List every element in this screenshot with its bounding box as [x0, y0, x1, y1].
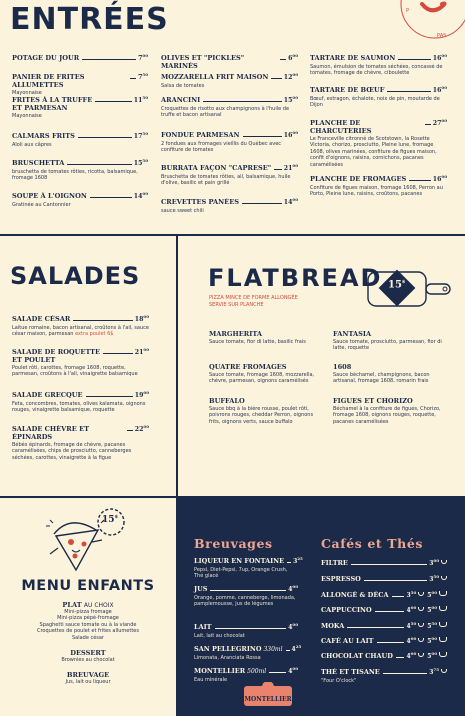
item-leader — [95, 101, 132, 102]
cup-icon — [441, 560, 447, 564]
item-price-cents: 00 — [143, 390, 149, 395]
item-price-cents: 00 — [143, 347, 149, 352]
item-price: $21^{00}$ — [134, 347, 149, 357]
item-price-cents: 00 — [142, 191, 148, 196]
item-price-cents: 00 — [441, 85, 447, 90]
flatbread-price-value: 15 — [388, 279, 402, 291]
kids-plat-item: Croquettes de poulet et frites allumettes — [37, 628, 139, 635]
item-name: SALADE GRECQUE — [12, 391, 83, 400]
item-leader — [203, 101, 282, 102]
cafe-item — [321, 604, 447, 615]
cafe-price-small: $4^{00}$ — [406, 651, 417, 660]
cafe-item — [321, 635, 447, 646]
item-price-cents: 00 — [410, 636, 417, 641]
drink-name-row — [194, 555, 303, 566]
item-name: PLANCHE DE FROMAGES — [310, 175, 407, 184]
item-name-row — [12, 52, 148, 63]
item-description: Laitue romaine, bacon artisanal, croûtons à l'ail, sauce césar maison, parmesan extra poulet 6$ — [12, 325, 149, 338]
item-leader — [103, 353, 133, 354]
cup-large-icon — [439, 652, 447, 657]
item-price-cents: 00 — [410, 605, 417, 610]
item-description: Saumon, émulsion de tomates séchées, concassé de tomates, fromage de chèvre, ciboulette — [310, 64, 443, 77]
item-price-cents: 00 — [431, 636, 437, 641]
item-leader — [387, 91, 430, 92]
item-name-row — [310, 173, 447, 184]
cafe-name: CAFÉ AU LAIT — [321, 637, 374, 645]
item-name-row — [310, 84, 447, 95]
item-description: Le Franceville citronné de Scotstown, la Rosette Victoria, chorizo, prosciutto, Pleine lune, fromage 1608, olives marinées, confiture de figues maison, confit d'oignons, raisins, cornichons, pacanes caramélisées — [310, 136, 437, 168]
item-price-cents: 50 — [433, 574, 439, 579]
item-leader — [243, 136, 282, 137]
item-leader — [274, 169, 282, 170]
kids-plat-heading — [0, 601, 176, 609]
cup-icon — [418, 623, 424, 627]
cup-icon — [418, 638, 424, 642]
item-description: Bruschetta de tomates rôties, ail, balsamique, huile d'olive, basilic et pain grillé — [161, 174, 291, 187]
flatbread-title: FLATBREAD — [208, 264, 383, 292]
flatbread-item-name: FIGUES ET CHORIZO — [333, 397, 413, 405]
item-name-row — [12, 157, 148, 168]
drink-volume: 330ml — [263, 646, 283, 653]
cafe-name: THÉ ET TISANE — [321, 668, 380, 676]
item-price: $7^{00}$ — [138, 53, 148, 63]
menu-item — [12, 130, 148, 148]
item-price-cents: 00 — [142, 53, 148, 58]
item-price: $16^{00}$ — [432, 174, 447, 184]
item-leader — [73, 320, 132, 321]
drink-item — [194, 665, 298, 683]
flatbread-item-description: Béchamel à la confiture de figues, Chorizo, fromage 1608, oignons rouges, roquette, pacanes caramélisées — [333, 406, 441, 425]
item-description: Mayonnaise — [12, 90, 42, 97]
cup-icon — [441, 669, 447, 673]
menu-item — [12, 94, 148, 119]
flatbread-item — [333, 397, 449, 425]
item-name: SOUPE À L'OIGNON — [12, 192, 87, 201]
item-name-row — [12, 423, 149, 441]
cafe-leader — [347, 627, 404, 628]
cafe-price-small: $4^{50}$ — [406, 621, 417, 630]
kids-price — [102, 514, 118, 525]
item-price-cents: 00 — [441, 53, 447, 58]
drink-description: Lait, lait au chocolat — [194, 633, 245, 639]
drink-item — [194, 583, 298, 607]
item-price-cents: 00 — [292, 584, 298, 589]
item-price-cents: 75 — [433, 667, 439, 672]
item-name: PANIER DE FRITES ALLUMETTES — [12, 73, 85, 90]
item-leader — [82, 59, 136, 60]
drink-price: $4^{00}$ — [288, 584, 298, 593]
drink-leader — [287, 562, 291, 563]
cafe-price-small: $4^{00}$ — [406, 636, 417, 645]
item-price: $15^{00}$ — [283, 95, 298, 105]
drink-name: SAN PELLEGRINO — [194, 645, 262, 653]
kids-price-currency: $ — [114, 514, 119, 520]
drink-description: Orange, pomme, canneberge, limonada, pamplemousse, jus de légumes — [194, 595, 296, 608]
drink-leader — [215, 628, 287, 629]
drink-volume: 500ml — [247, 668, 267, 675]
cafe-name: MOKA — [321, 622, 345, 630]
cafe-description: "Four O'clock" — [321, 678, 357, 684]
cafe-name-row — [321, 589, 447, 600]
item-price-cents: 00 — [431, 590, 437, 595]
flatbread-item-name: BUFFALO — [209, 397, 245, 405]
item-description: Mayonnaise — [12, 113, 42, 120]
item-price: $27^{00}$ — [432, 118, 447, 128]
cafe-item — [321, 650, 447, 661]
item-price-cents: 00 — [433, 558, 439, 563]
item-price-cents: 00 — [431, 651, 437, 656]
drink-name-row — [194, 643, 302, 654]
menu-item — [161, 71, 298, 89]
drink-description: Pepsi, Diet-Pepsi, 7up, Orange Crush, Thé glacé — [194, 567, 288, 580]
drink-name: LAIT — [194, 623, 212, 631]
item-price: $12^{00}$ — [283, 72, 298, 82]
drink-price: $4^{00}$ — [288, 666, 298, 675]
item-name: ARANCINI — [161, 96, 201, 105]
cafe-item — [321, 620, 447, 631]
item-name-row — [161, 162, 298, 173]
item-name: SALADE DE ROQUETTE ET POULET — [12, 348, 101, 365]
divider-entrees — [0, 234, 465, 236]
item-price-cents: 00 — [292, 197, 298, 202]
cafe-leader — [392, 596, 405, 597]
item-price-cents: 00 — [441, 118, 447, 123]
item-price-cents: 00 — [292, 95, 298, 100]
cafe-name: ALLONGÉ & DÉCA — [321, 591, 389, 599]
item-price-cents: 00 — [292, 622, 298, 627]
cafe-name-row — [321, 635, 447, 646]
menu-item — [12, 190, 148, 208]
item-price-cents: 50 — [142, 158, 148, 163]
kids-plat-item: Spaghetti sauce tomate ou à la viande — [39, 621, 137, 628]
menu-item — [161, 196, 298, 214]
item-price-cents: 00 — [292, 72, 298, 77]
drink-leader — [286, 650, 290, 651]
divider-vertical-1 — [176, 234, 178, 496]
item-name-row — [161, 94, 298, 105]
item-price: $16^{00}$ — [432, 53, 447, 63]
cafe-item — [321, 666, 447, 684]
cafe-name-row — [321, 604, 447, 615]
item-price-cents: 50 — [142, 72, 148, 77]
flatbread-item-description: Sauce tomate, fromage 1608, mozzarella, chèvre, parmesan, oignons caramélisés — [209, 372, 315, 385]
cafe-price-small: $3^{50}$ — [406, 590, 417, 599]
item-description: Feta, concombres, tomates, olives kalamata, oignons rouges, vinaigrette balsamique, roquette — [12, 401, 146, 414]
item-price-cents: 50 — [431, 621, 437, 626]
cafe-name-row — [321, 650, 447, 661]
item-price: $16^{00}$ — [283, 130, 298, 140]
cafe-price-large: $5^{00}$ — [427, 590, 437, 599]
item-name: SALADE CHÈVRE ET ÉPINARDS — [12, 425, 90, 442]
item-name-row — [161, 196, 298, 207]
cafe-item — [321, 573, 447, 584]
item-description: 2 fondues aux fromages vieillis du Québec avec confiture de tomates — [161, 141, 282, 154]
item-price-cents: 00 — [292, 666, 298, 671]
item-leader — [127, 430, 133, 431]
flatbread-subtitle: PIZZA MINCE DE FORME ALLONGÉE SERVIE SUR PLANCHE — [209, 295, 298, 308]
kids-price-value: 15 — [102, 515, 115, 525]
item-leader — [425, 124, 431, 125]
item-name: SALADE CÉSAR — [12, 315, 71, 324]
cafe-item — [321, 557, 447, 568]
item-name: CREVETTES PANÉES — [161, 198, 239, 207]
cafe-leader — [351, 564, 427, 565]
flatbread-item — [209, 363, 325, 385]
cafe-leader — [377, 642, 405, 643]
cafe-price-large: $5^{00}$ — [427, 651, 437, 660]
menu-item — [161, 94, 298, 119]
menu-item — [161, 52, 298, 70]
cafe-leader — [364, 580, 427, 581]
cafe-price-small: $3^{75}$ — [429, 667, 439, 676]
drink-item — [194, 621, 298, 639]
item-extra: extra poulet 6$ — [75, 331, 114, 338]
item-price-cents: 00 — [410, 651, 417, 656]
item-price-cents: 50 — [410, 590, 417, 595]
item-name-row — [12, 346, 149, 364]
item-description: sauce sweet chili — [161, 208, 204, 215]
cup-large-icon — [439, 637, 447, 642]
item-price-cents: 00 — [292, 163, 298, 168]
kids-plat-item: Mini-pizza fromage — [64, 609, 112, 615]
flatbread-item-name: 1608 — [333, 363, 352, 371]
item-price-cents: 50 — [142, 131, 148, 136]
item-description: Salsa de tomates — [161, 83, 205, 90]
cafe-name-row — [321, 620, 447, 631]
cup-icon — [441, 576, 447, 580]
item-leader — [398, 59, 431, 60]
item-price: $16^{00}$ — [432, 85, 447, 95]
item-price: $14^{00}$ — [283, 197, 298, 207]
salades-title: SALADES — [10, 262, 141, 290]
montellier-logo-text: MONTELLIER — [244, 696, 292, 703]
item-name: POTAGE DU JOUR — [12, 54, 80, 63]
item-name: TARTARE DE BŒUF — [310, 86, 385, 95]
item-leader — [86, 396, 133, 397]
item-price: $17^{50}$ — [133, 131, 148, 141]
menu-item — [310, 173, 447, 198]
menu-item — [310, 52, 447, 77]
item-price-cents: 00 — [292, 53, 298, 58]
menu-item — [310, 84, 447, 109]
item-name: CALMARS FRITS — [12, 132, 75, 141]
item-price: $21^{00}$ — [283, 163, 298, 173]
item-price: $18^{00}$ — [134, 314, 149, 324]
item-price: $14^{00}$ — [133, 191, 148, 201]
drink-name-row — [194, 665, 298, 676]
item-name-row — [12, 94, 148, 112]
flatbread-item-description: Sauce bbq à la bière rousse, poulet rôti, poivrons rouges, cheddar Perron, oignons frits, oignons verts, sauce buffalo — [209, 406, 314, 425]
cafe-price-large: $5^{00}$ — [427, 636, 437, 645]
item-description: Gratinée au Cantonnier — [12, 202, 71, 209]
kids-dessert-heading: DESSERT — [70, 649, 106, 658]
flatbread-item — [333, 363, 449, 385]
menu-item — [310, 117, 447, 168]
item-price: $11^{50}$ — [133, 95, 148, 105]
drink-name: LIQUEUR EN FONTAINE — [194, 557, 285, 565]
item-price-cents: 00 — [441, 174, 447, 179]
menu-item — [12, 313, 149, 338]
cup-large-icon — [439, 606, 447, 611]
drink-price: $3^{25}$ — [293, 556, 303, 565]
kids-title: MENU ENFANTS — [21, 578, 155, 594]
flatbread-item-description: Sauce tomate, prosciutto, parmesan, fior di latte, roquette — [333, 339, 442, 352]
item-name-row — [12, 71, 148, 89]
svg-text:PAS: PAS — [437, 33, 447, 39]
menu-item — [12, 52, 148, 63]
svg-text:P: P — [406, 8, 410, 14]
drink-price: $4^{25}$ — [291, 644, 302, 653]
cafe-price-large: $5^{50}$ — [427, 621, 437, 630]
item-name-row — [161, 52, 298, 70]
cafe-name: FILTRE — [321, 559, 348, 567]
item-name: BURRATA FAÇON "CAPRESE" — [161, 164, 272, 173]
drink-name: MONTELLIER — [194, 667, 246, 675]
item-description: Confiture de figues maison, fromage 1608, Perron au Porto, Pleine lune, raisins, croûtons, pacanes — [310, 185, 443, 198]
cafe-item — [321, 589, 447, 600]
item-description: Bœuf, estragon, échalote, noix de pin, moutarde de Dijon — [310, 96, 440, 109]
kids-breuvage-heading: BREUVAGE — [66, 671, 110, 680]
item-price: $7^{50}$ — [138, 72, 148, 82]
entrees-title: ENTRÉES — [10, 2, 169, 37]
cafes-title: Cafés et Thés — [321, 536, 424, 551]
flatbread-item — [209, 330, 325, 345]
menu-item — [12, 157, 148, 182]
kids-menu — [0, 600, 176, 686]
flatbread-board-icon — [364, 268, 460, 310]
item-name-row — [310, 117, 447, 135]
cup-icon — [418, 607, 424, 611]
item-name: PLANCHE DE CHARCUTERIES — [310, 119, 372, 136]
item-name-row — [12, 313, 149, 324]
item-description: Aïoli aux câpres — [12, 142, 52, 149]
item-price-cents: 50 — [142, 95, 148, 100]
flatbread-price — [388, 279, 405, 290]
flatbread-item-description: Sauce tomate, fior di latte, basilic frais — [209, 339, 306, 345]
cafe-leader — [396, 657, 405, 658]
item-leader — [271, 78, 281, 79]
item-price-cents: 00 — [292, 130, 298, 135]
menu-item — [12, 423, 149, 461]
cafe-name-row — [321, 666, 447, 677]
cup-large-icon — [439, 622, 447, 627]
item-leader — [67, 164, 131, 165]
kids-breuvage-item: Jus, lait ou liqueur — [65, 679, 111, 686]
drink-item — [194, 555, 303, 580]
cafe-name-row — [321, 557, 447, 568]
menu-item — [12, 389, 149, 414]
drink-item — [194, 643, 302, 661]
item-leader — [78, 137, 132, 138]
item-name-row — [12, 130, 148, 141]
cup-icon — [418, 592, 424, 596]
item-leader — [242, 203, 282, 204]
item-leader — [130, 78, 136, 79]
flatbread-item — [333, 330, 449, 352]
cafe-name-row — [321, 573, 447, 584]
item-name: TARTARE DE SAUMON — [310, 54, 396, 63]
item-price: $6^{00}$ — [288, 53, 298, 63]
menu-item — [12, 71, 148, 96]
flatbread-item-name: QUATRE FROMAGES — [209, 363, 287, 371]
badge-logo — [395, 0, 465, 42]
flatbread-price-currency: $ — [401, 279, 406, 285]
cafe-leader — [383, 673, 427, 674]
item-leader — [90, 197, 132, 198]
cafe-name: ESPRESSO — [321, 575, 361, 583]
flatbread-item-name: MARGHERITA — [209, 330, 263, 338]
item-description: Croquettes de risotto aux champignons à l'huile de truffe et bacon artisanal — [161, 106, 290, 119]
cup-icon — [418, 653, 424, 657]
breuvages-title: Breuvages — [194, 536, 273, 551]
item-description: Bébés épinards, fromage de chèvre, pacanes caramélisées, chips de prosciutto, canneberges séchées, carottes, vinaigrette à la figue — [12, 442, 132, 461]
kids-plat-sub: AU CHOIX — [83, 602, 114, 609]
item-name-row — [161, 71, 298, 82]
item-leader — [280, 59, 286, 60]
kids-plat-item: Salade césar — [71, 634, 105, 641]
item-price: $15^{50}$ — [133, 158, 148, 168]
item-price-cents: 50 — [410, 621, 417, 626]
item-name: FONDUE PARMESAN — [161, 131, 240, 140]
flatbread-item-name: FANTASIA — [333, 330, 372, 338]
item-price-cents: 00 — [143, 424, 149, 429]
drink-price: $4^{00}$ — [288, 622, 298, 631]
kids-plat-label: PLAT — [62, 601, 82, 609]
item-name-row — [12, 190, 148, 201]
drink-name-row — [194, 583, 298, 594]
cafe-name: CAPPUCCINO — [321, 606, 372, 614]
item-leader — [409, 180, 430, 181]
cafe-price-small: $4^{00}$ — [406, 605, 417, 614]
kids-dessert-item: Brownies au chocolat — [61, 657, 115, 664]
item-price-cents: 00 — [143, 314, 149, 319]
item-name-row — [161, 129, 298, 140]
drink-name-row — [194, 621, 298, 632]
flatbread-item-description: Sauce béchamel, champignons, bacon artisanal, fromage 1608, romarin frais — [333, 372, 430, 385]
cafe-leader — [375, 611, 405, 612]
cafe-name: CHOCOLAT CHAUD — [321, 652, 393, 660]
cafe-price-small: $3^{50}$ — [429, 574, 439, 583]
menu-item — [12, 346, 149, 378]
item-name-row — [310, 52, 447, 63]
item-price-cents: 25 — [297, 556, 303, 561]
cafe-price-large: $5^{00}$ — [427, 605, 437, 614]
drink-description: Eau minérale — [194, 677, 228, 683]
item-price: $19^{00}$ — [134, 390, 149, 400]
flatbread-item — [209, 397, 325, 425]
item-price-cents: 25 — [295, 644, 302, 649]
kids-plat-item: Mini-pizza pépé-fromage — [57, 615, 119, 622]
item-description: bruschetta de tomates rôties, ricotta, balsamique, fromage 1608 — [12, 169, 138, 182]
item-description: Poulet rôti, carottes, fromage 1608, roquette, parmesan, croûtons à l'ail, vinaigrette balsamique — [12, 365, 138, 378]
menu-item — [161, 162, 298, 187]
drink-leader — [269, 672, 286, 673]
cup-large-icon — [439, 591, 447, 596]
item-price: $22^{00}$ — [134, 424, 149, 434]
item-name: MOZZARELLA FRIT MAISON — [161, 73, 269, 82]
drink-leader — [210, 590, 286, 591]
drink-name: JUS — [194, 585, 208, 593]
menu-item — [161, 129, 298, 154]
item-name: OLIVES ET "PICKLES" MARINÉS — [161, 54, 245, 71]
drink-description: Limonata, Aranciata Rossa — [194, 655, 261, 661]
cafe-price-small: $3^{00}$ — [429, 558, 439, 567]
item-name-row — [12, 389, 149, 400]
item-name: FRITES À LA TRUFFE ET PARMESAN — [12, 96, 93, 113]
item-name: BRUSCHETTA — [12, 159, 65, 168]
item-price-cents: 00 — [431, 605, 437, 610]
